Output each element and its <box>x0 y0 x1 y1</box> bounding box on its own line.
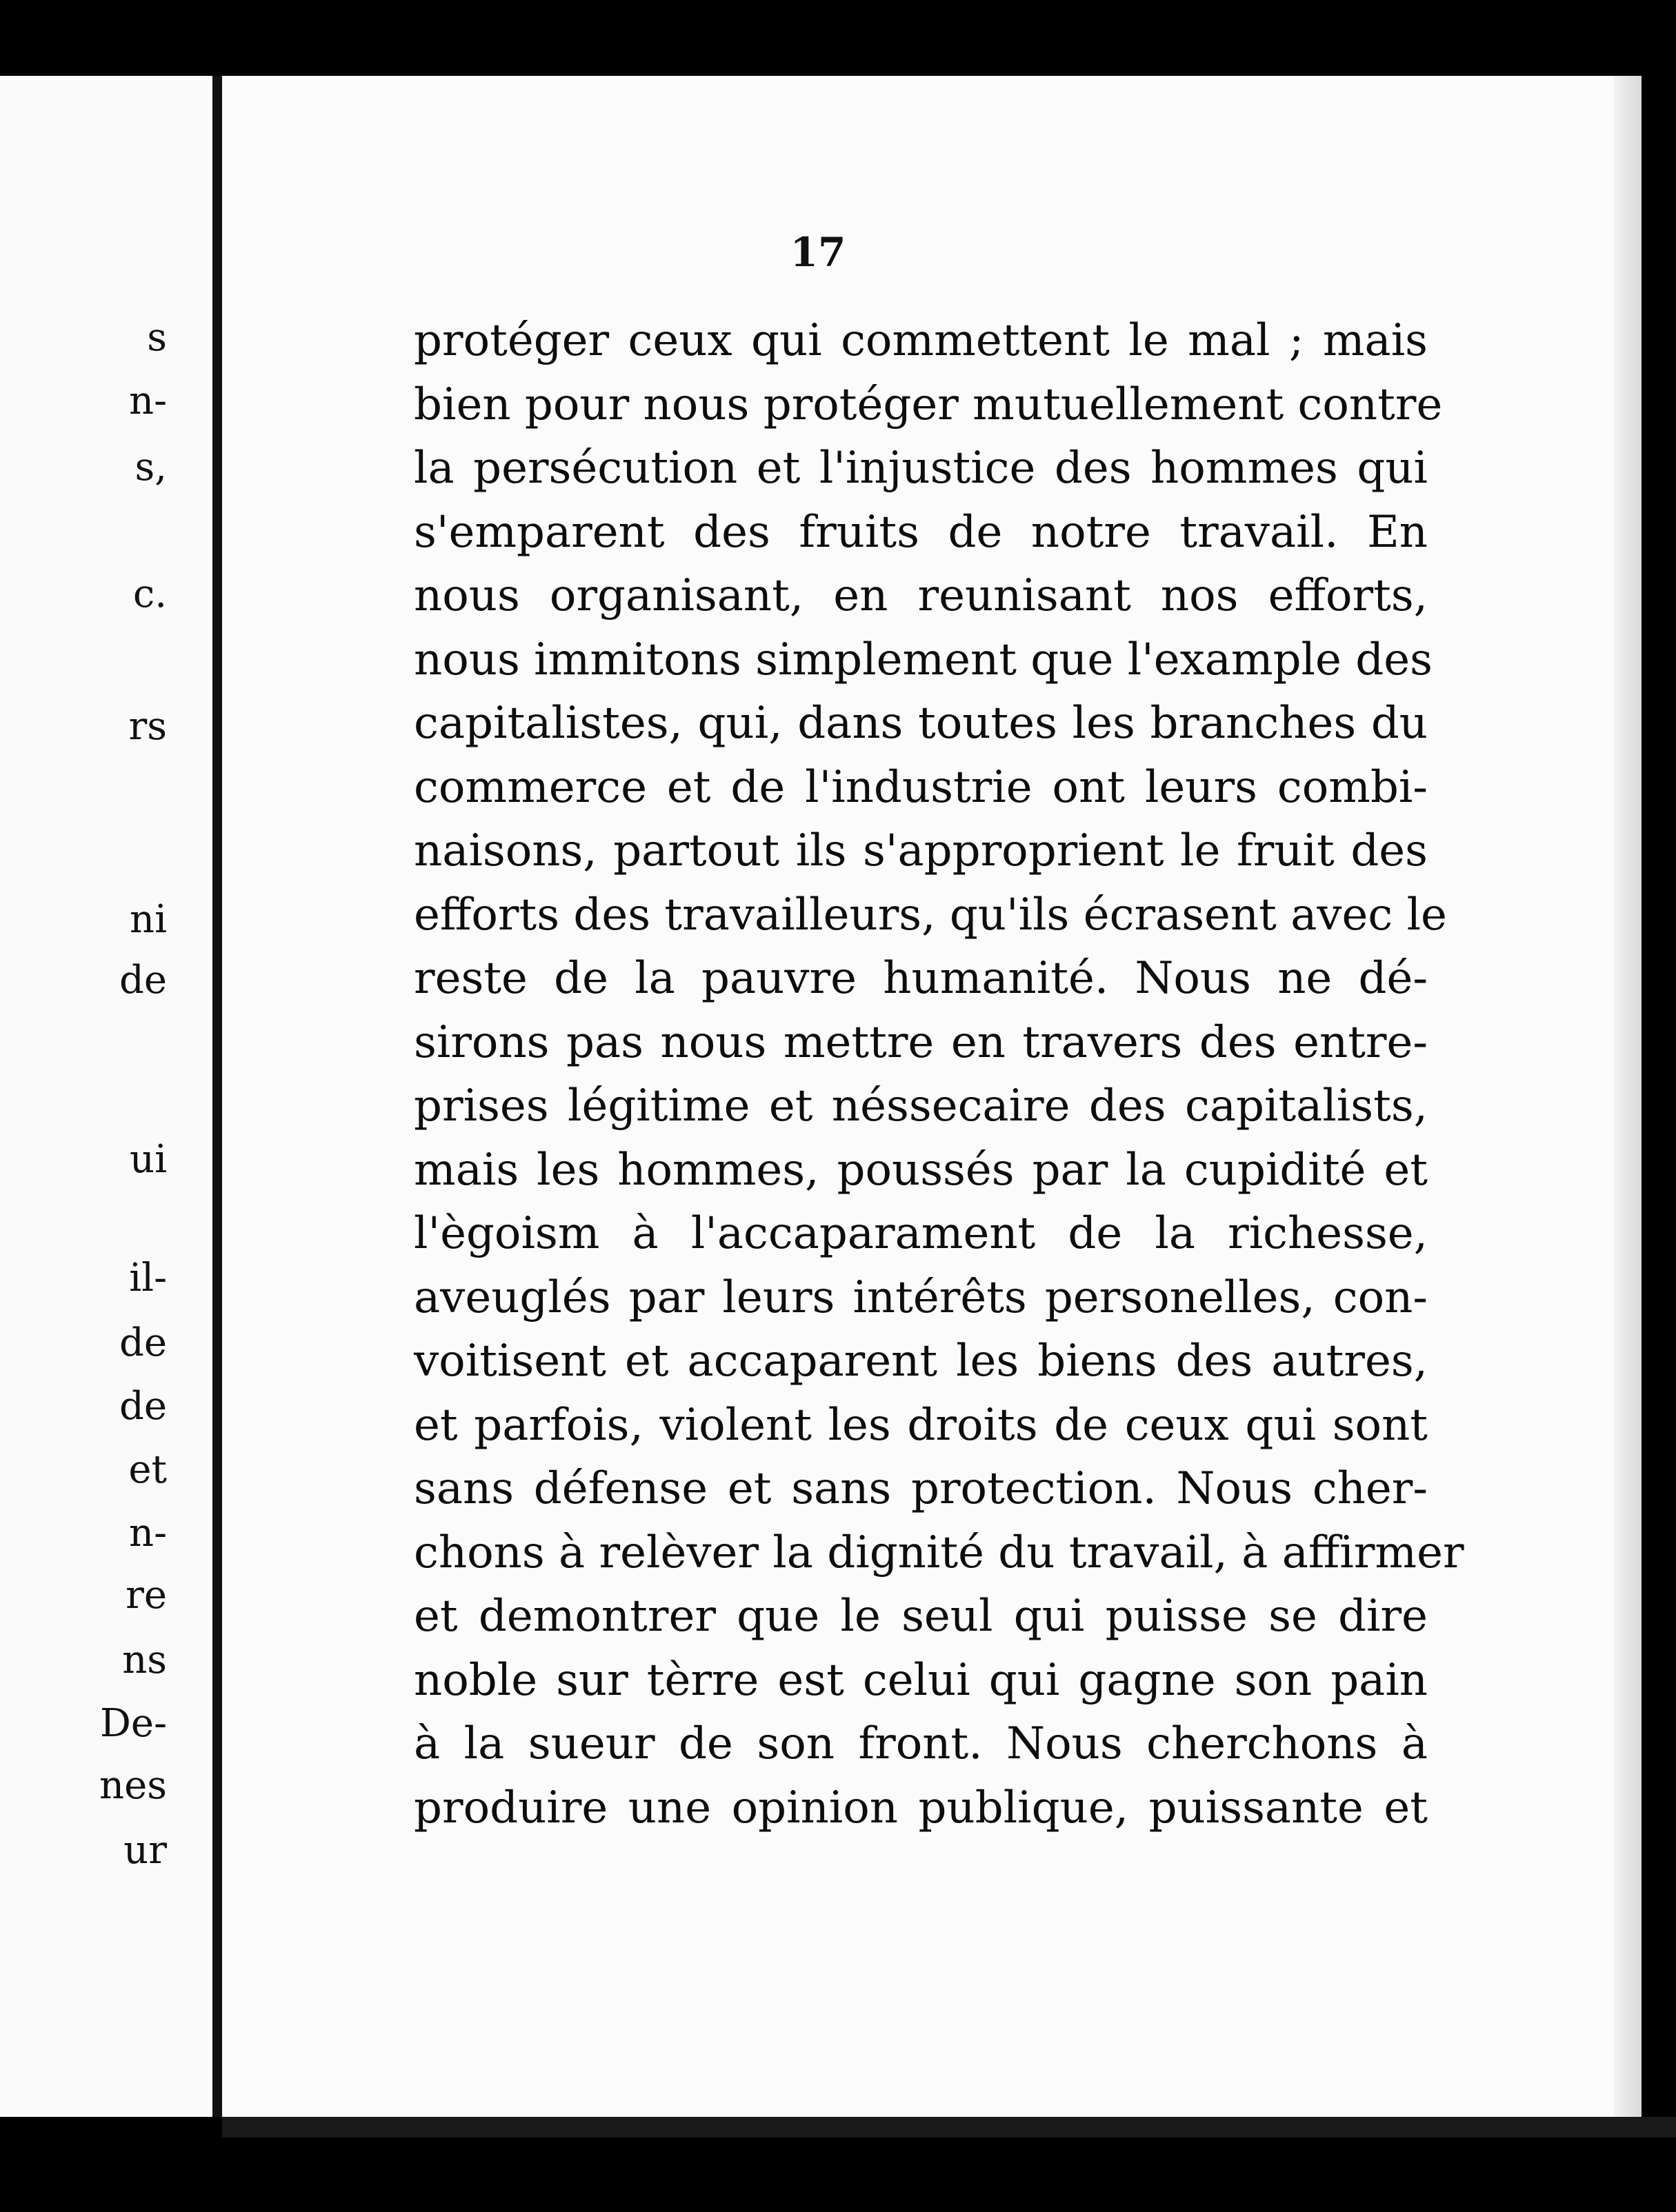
left-fragment: de <box>119 958 167 1003</box>
text-line: à la sueur de son front. Nous cherchons à <box>414 1718 1428 1769</box>
left-fragment: il- <box>129 1256 167 1300</box>
text-line: reste de la pauvre humanité. Nous ne dé- <box>414 953 1428 1004</box>
text-line: produire une opinion publique, puissante et <box>414 1782 1428 1833</box>
left-fragment: re <box>126 1573 167 1618</box>
text-line: sans défense et sans protection. Nous cher- <box>414 1463 1428 1514</box>
left-fragment: de <box>119 1384 167 1429</box>
left-fragment: et <box>128 1447 167 1492</box>
page-number: 17 <box>790 229 846 276</box>
text-line: capitalistes, qui, dans toutes les branches du <box>414 698 1428 749</box>
left-page-text-fragments <box>0 76 215 2117</box>
text-line: chons à relèver la dignité du travail, à affirmer <box>414 1527 1464 1578</box>
text-line: sirons pas nous mettre en travers des entre- <box>414 1016 1428 1068</box>
text-line: nous organisant, en reunisant nos efforts, <box>414 570 1428 621</box>
left-fragment: ni <box>130 897 167 942</box>
left-fragment: ui <box>130 1137 167 1182</box>
left-fragment: ur <box>123 1828 167 1873</box>
text-line: aveuglés par leurs intérêts personelles, con- <box>414 1271 1428 1323</box>
text-line: mais les hommes, poussés par la cupidité et <box>414 1144 1428 1196</box>
text-line: s'emparent des fruits de notre travail. En <box>414 506 1428 558</box>
text-line: protéger ceux qui commettent le mal ; mais <box>414 315 1428 366</box>
left-fragment: de <box>119 1320 167 1365</box>
right-page <box>222 76 1642 2117</box>
page-bottom-edge <box>222 2117 1676 2138</box>
text-line: efforts des travailleurs, qu'ils écrasent avec le <box>414 889 1447 941</box>
text-line: et parfois, violent les droits de ceux qui sont <box>414 1399 1428 1451</box>
text-line: naisons, partout ils s'approprient le fruit des <box>414 825 1428 876</box>
left-fragment: n- <box>129 379 167 423</box>
left-fragment: De- <box>100 1701 167 1746</box>
left-fragment: ns <box>122 1638 167 1682</box>
body-text <box>414 309 1642 1840</box>
left-fragment: c. <box>132 572 167 616</box>
left-facing-page <box>0 76 215 2117</box>
left-fragment: s <box>147 315 167 360</box>
text-line: bien pour nous protéger mutuellement contre <box>414 379 1443 430</box>
book-gutter <box>212 76 222 2117</box>
text-line: voitisent et accaparent les biens des autres, <box>414 1336 1428 1387</box>
text-line: noble sur tèrre est celui qui gagne son pain <box>414 1654 1428 1706</box>
left-fragment: nes <box>99 1763 167 1808</box>
text-line: l'ègoism à l'accaparament de la richesse, <box>414 1208 1428 1259</box>
left-fragment: n- <box>129 1511 167 1556</box>
text-line: la persécution et l'injustice des hommes qui <box>414 443 1428 494</box>
left-fragment: s, <box>134 445 167 490</box>
text-line: prises légitime et néssecaire des capitalists, <box>414 1080 1428 1132</box>
text-line: nous immitons simplement que l'example des <box>414 634 1433 685</box>
text-line: et demontrer que le seul qui puisse se dire <box>414 1591 1428 1642</box>
text-line: commerce et de l'industrie ont leurs combi- <box>414 761 1428 813</box>
left-fragment: rs <box>128 704 167 749</box>
